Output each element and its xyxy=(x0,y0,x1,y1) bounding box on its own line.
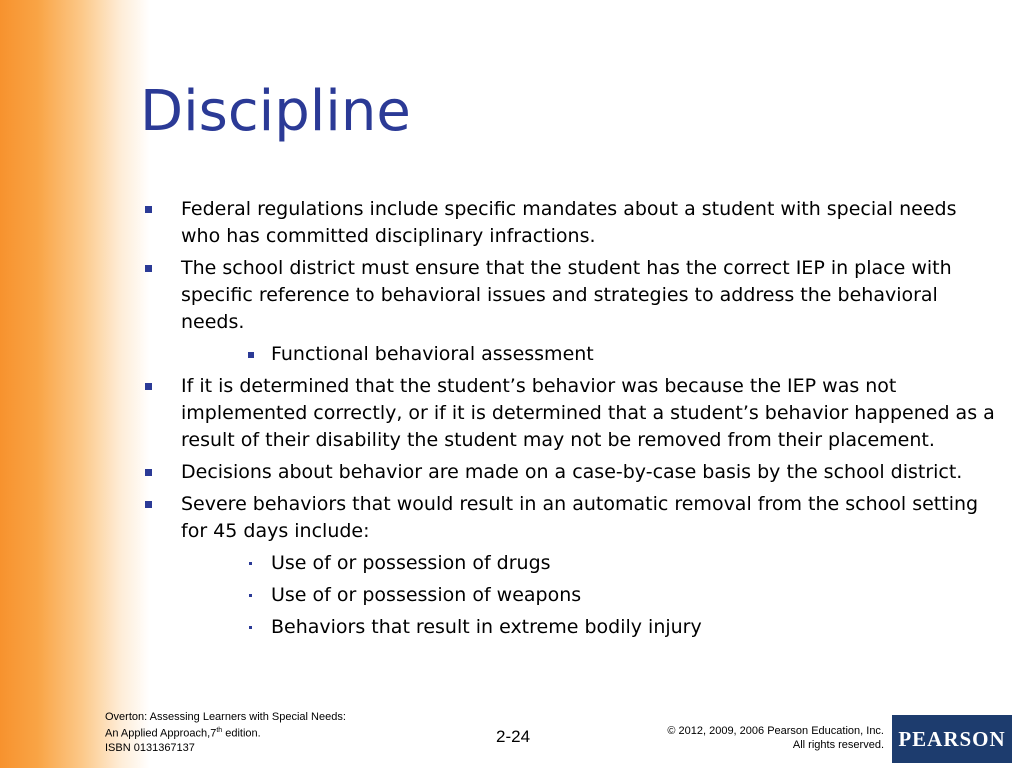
bullet-text: Federal regulations include specific mandates about a student with special needs who has committed disciplinary infractions. xyxy=(181,198,957,247)
dot-bullet-icon xyxy=(249,626,252,629)
bullet-text: If it is determined that the student’s behavior was because the IEP was not implemented correctly, or if it is determined that a student’s behavior happened as a result of their disability the student may not be removed from their placement. xyxy=(181,375,995,451)
bullet-text: The school district must ensure that the student has the correct IEP in place with specific reference to behavioral issues and strategies to address the behavioral needs. xyxy=(181,257,952,333)
bullet-text: Use of or possession of drugs xyxy=(271,552,551,574)
bullet-item xyxy=(0,459,1001,486)
bullet-item xyxy=(0,373,1001,454)
bullet-text: Behaviors that result in extreme bodily injury xyxy=(271,616,702,638)
bullet-text: Functional behavioral assessment xyxy=(271,343,594,365)
bullet-text: Decisions about behavior are made on a case-by-case basis by the school district. xyxy=(181,461,963,483)
bullet-item xyxy=(0,491,1001,545)
bullet-item xyxy=(0,255,1001,336)
bullet-text: Severe behaviors that would result in an automatic removal from the school setting for 45 days include: xyxy=(181,493,979,542)
square-bullet-icon xyxy=(145,265,152,272)
pearson-logo xyxy=(890,713,1014,765)
square-bullet-icon xyxy=(145,469,152,476)
square-bullet-icon xyxy=(248,352,254,358)
square-bullet-icon xyxy=(145,501,152,508)
copyright-line: All rights reserved. xyxy=(792,739,884,751)
page-number: 2-24 xyxy=(496,727,531,746)
citation-line: Overton: Assessing Learners with Special Needs: xyxy=(105,711,346,723)
sub-bullet-item xyxy=(0,341,971,368)
citation-superscript: th xyxy=(216,727,223,734)
citation-line: ISBN 0131367137 xyxy=(105,741,195,754)
citation-text: An Applied Approach,7 xyxy=(105,727,217,740)
citation-line xyxy=(105,724,346,741)
book-citation xyxy=(105,710,346,755)
sub-bullet-item xyxy=(0,614,971,641)
sub-bullet-item xyxy=(0,582,971,609)
slide-title: Discipline xyxy=(140,79,411,144)
square-bullet-icon xyxy=(145,206,152,213)
copyright-notice xyxy=(667,724,884,752)
bullet-list xyxy=(0,196,1024,646)
bullet-item xyxy=(0,196,1001,250)
sub-bullet-item xyxy=(0,550,971,577)
logo-text: PEARSON xyxy=(898,726,1006,751)
square-bullet-icon xyxy=(145,383,152,390)
dot-bullet-icon xyxy=(249,594,252,597)
citation-text: edition. xyxy=(222,727,261,740)
dot-bullet-icon xyxy=(249,562,252,565)
bullet-text: Use of or possession of weapons xyxy=(271,584,582,606)
copyright-line: © 2012, 2009, 2006 Pearson Education, Inc. xyxy=(667,725,884,737)
